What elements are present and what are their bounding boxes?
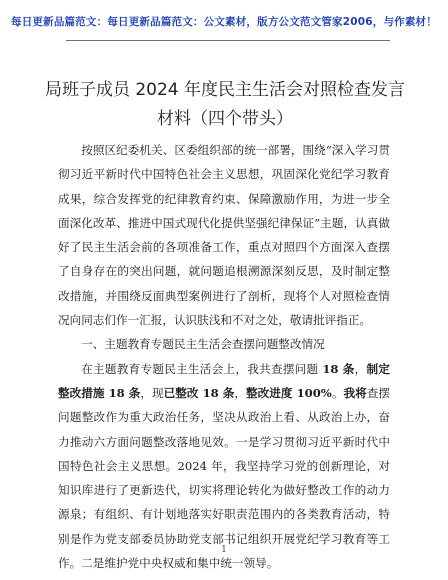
header-divider (66, 40, 390, 41)
bold-tail: 我将 (343, 385, 367, 400)
measures-label: 制定整改措施 (58, 361, 391, 400)
separator: ， (234, 385, 247, 400)
measures-count: 18 条 (108, 385, 141, 400)
section-heading-1: 一、主题教育专题民主生活会查摆问题整改情况 (81, 337, 325, 352)
separator: ， (354, 361, 367, 376)
section-rest-text: 查摆问题整改作为重大政治任务，坚决从政治上看、从政治上办，奋力推动六方面问题整改落地见效。一是学习贯彻习近平新时代中国特色社会主义思想。2024 年，我坚持学习党的创新理论，对知识库进行了更新迭代，切实将理论转化为做好整改工作的动力源泉；有组织、有计划地落实好职责范围内的各类教育活动，特别是作为党支部委员协助党支部书记组织开展党纪学习教育等工作。二是维护党中央权威和集中统一领导。 (58, 385, 390, 571)
separator: ，现 (140, 385, 164, 400)
progress-value: 100% (296, 385, 332, 400)
intro-paragraph: 按照区纪委机关、区委组织部的统一部署，围绕“深入学习贯彻习近平新时代中国特色社会主义思想，巩固深化党纪学习教育成果，综合发挥党的纪律教育约束、保障激励作用，为进一步全面深化改革、推进中国式现代化提供坚强纪律保证”主题，认真做好了民主生活会前的各项准备工作，重点对照四个方面深入查摆了自身存在的突出问题，就问题追根溯源深刻反思，及时制定整改措施，并围绕反面典型案例进行了剖析，现将个人对照检查情况向同志们作一汇报，认识肤浅和不对之处，敬请批评指正。 (58, 143, 390, 328)
done-label: 已整改 (163, 385, 203, 400)
issues-count: 18 条 (322, 361, 355, 376)
separator: 。 (331, 385, 344, 400)
document-title: 局班子成员 2024 年度民主生活会对照检查发言材料（四个带头） (44, 80, 406, 129)
done-count: 18 条 (202, 385, 235, 400)
progress-label: 整改进度 (246, 385, 297, 400)
section-paragraph-1 (58, 357, 390, 576)
header-banner: 每日更新品篇范文：每日更新品篇范文：公文素材，版方公文范文管家2006，与作素材！ (11, 16, 437, 28)
page-number: 1 (221, 545, 227, 555)
document-body (58, 138, 390, 575)
lead-text: 在主题教育专题民主生活会上，我共查摆问题 (81, 361, 323, 376)
